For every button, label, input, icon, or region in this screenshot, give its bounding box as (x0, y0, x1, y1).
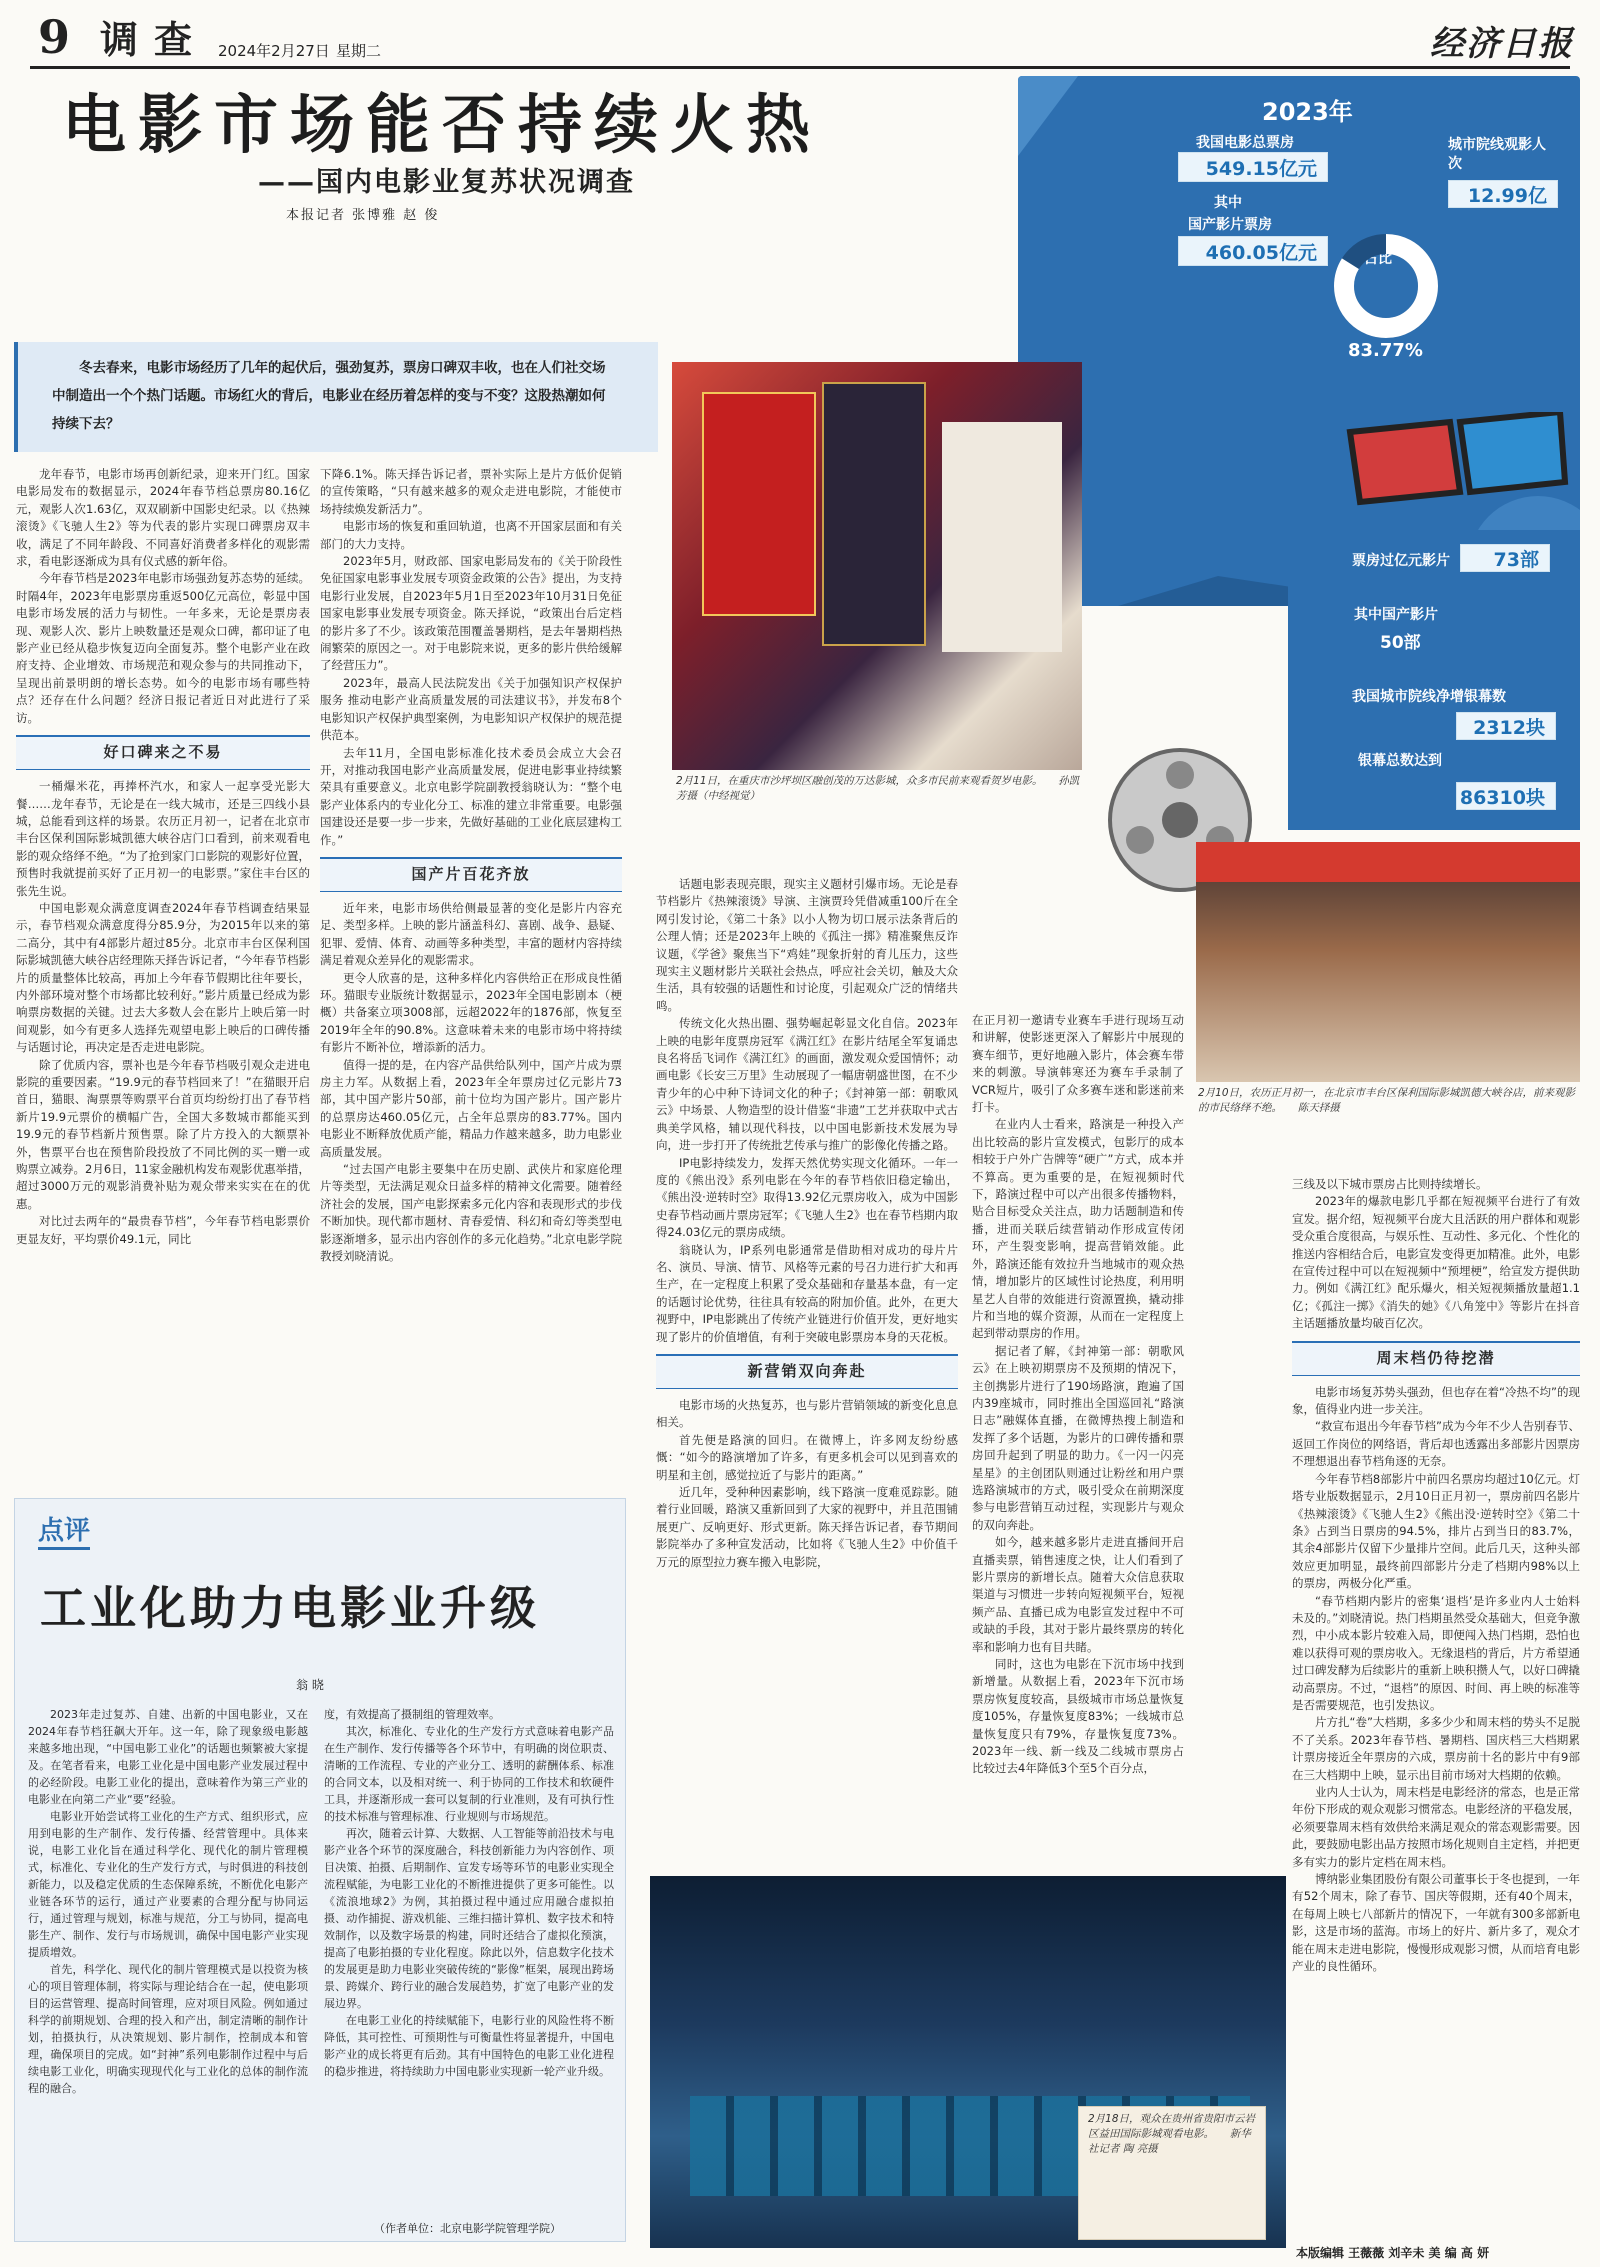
stat-of-which-label: 其中 (1214, 195, 1242, 211)
stat-admissions-value: 12.99亿 (1448, 180, 1558, 208)
article-column-4 (972, 1012, 1184, 1842)
article-column-1 (16, 466, 310, 1476)
photo2-caption: 2月10日，农历正月初一，在北京市丰台区保利国际影城凯德大峡谷店，前来观影的市民络绎不绝。 陈天择摄 (1198, 1087, 1576, 1114)
photo3-caption: 2月18日，观众在贵州省贵阳市云岩区益田国际影城观看电影。 新华社记者 陶 亮摄 (1088, 2113, 1256, 2155)
stat-total-screens-value: 86310块 (1456, 782, 1556, 810)
stat-domestic-box-office-value: 460.05亿元 (1178, 236, 1328, 266)
commentary-tag: 点评 (38, 1510, 90, 1550)
paragraph: “过去国产电影主要集中在历史剧、武侠片和家庭伦理片等类型，无法满足观众日益多样的精神文化需要。随着经济社会的发展，国产电影探索多元化内容和表现形式的步伐不断加快。现代都市题材、青春爱情、科幻和奇幻等类型电影逐渐增多，显示出内容创作的多元化趋势。”北京电影学院教授刘晓清说。 (320, 1162, 622, 1264)
masthead-logo: 经济日报 (1430, 24, 1574, 64)
stat-new-screens-label: 我国城市院线净增银幕数 (1352, 689, 1506, 705)
paragraph: 电影市场的火热复苏，也与影片营销领域的新变化息息相关。 (656, 1397, 958, 1430)
3d-glasses-illustration (1340, 412, 1570, 526)
article-column-3 (656, 876, 958, 1776)
photo-cinema-lobby (672, 362, 1082, 770)
commentary-author-note: （作者单位：北京电影学院管理学院） (374, 2222, 561, 2235)
paragraph: 首先，科学化、现代化的制片管理模式是以投资为核心的项目管理体制，将实际与理论结合在一起，使电影项目的运营管理、提高时间管理，应对项目风险。例如通过科学的前期规划、合理的投入和产出，制定清晰的制作计划，拍摄执行，从决策规划、影片制作，控制成本和管理，确保项目的完成。如“封神”系列电影制作过程中与后续电影工业化，明确实现现代化与工业化的总体的制作流程的融合。 (28, 1963, 308, 2095)
paragraph: 传统文化火热出圈、强势崛起彰显文化自信。2023年上映的电影年度票房冠军《满江红》在影片结尾全军复诵忠良名将岳飞词作《满江红》的画面，激发观众爱国情怀；动画电影《长安三万里》生动展现了一幅唐朝盛世图，在不少青少年的心中种下诗词文化的种子；《封神第一部：朝歌风云》中场景、人物造型的设计借鉴“非遗”工艺并获取中式古典美学风格，辅以现代科技，以中国电影新技术发展为导向，进一步打开了传统批艺传承与推广的影像化传播之路。 (656, 1016, 958, 1153)
lead-text: 冬去春来，电影市场经历了几年的起伏后，强劲复苏，票房口碑双丰收，也在人们社交场中制造出一个个热门话题。市场红火的背后，电影业在经历着怎样的变与不变？这股热潮如何持续下去？ (52, 360, 606, 432)
paragraph: 电影业开始尝试将工业化的生产方式、组织形式，应用到电影的生产制作、发行传播、经营管理中。具体来说，电影工业化旨在通过科学化、现代化的制片管理模式，标准化、专业化的生产发行方式，与时俱进的科技创新能力，以及稳定优质的生态保障系统，不断优化电影产业链各环节的运行，通过产业要素的合理分配与协同运行，通过管理与规划，标准与规范，分工与协同，提高电影生产、制作、发行与市场规训，确保中国电影产业实现提质增效。 (28, 1810, 308, 1959)
byline: 本报记者 张博雅 赵 俊 (286, 208, 440, 223)
paragraph: 2023年走过复苏、自建、出新的中国电影业，又在2024年春节档狂飙大开年。这一年，除了现象级电影越来越多地出现，“中国电影工业化”的话题也频繁被大家提及。在笔者看来，电影工业化是中国电影产业发展过程中的必经阶段。电影工业化的提出，意味着作为第三产业的电影业在向第二产业“要”经验。 (28, 1708, 308, 1806)
paragraph: 在电影工业化的持续赋能下，电影行业的风险性将不断降低，其可控性、可预期性与可衡量性将显著提升，中国电影产业的成长将更有后劲。其有中国特色的电影工业化进程的稳步推进，将持续助力中国电影业实现新一轮产业升级。 (324, 2014, 614, 2078)
paragraph: 在正月初一邀请专业赛车手进行现场互动和讲解，使影迷更深入了解影片中展现的赛车细节，更好地融入影片，体会赛车带来的刺激。导演韩寒还为赛车手录制了VCR短片，吸引了众多赛车迷和影迷前来打卡。 (972, 1013, 1184, 1115)
paragraph: 近年来，电影市场供给侧最显著的变化是影片内容充足、类型多样。上映的影片涵盖科幻、喜剧、战争、悬疑、犯罪、爱情、体育、动画等多种类型，丰富的题材内容持续满足着观众差异化的观影需求。 (320, 900, 622, 968)
paragraph: 业内人士认为，周末档是电影经济的常态，也是正常年份下形成的观众观影习惯常态。电影经济的平稳发展，必须要靠周末档有效供给来满足观众的常态观影需要。因此，要鼓励电影出品方按照市场化规则自主定档，并把更多有实力的影片定档在周末档。 (1292, 1785, 1580, 1869)
commentary-author: 翁 晓 (296, 1678, 324, 1692)
paragraph: IP电影持续发力，发挥天然优势实现文化循环。一年一度的《熊出没》系列电影在今年的春节档依旧稳定输出，《熊出没·逆转时空》取得13.92亿元票房收入，成为中国影史春节档动画片票房冠军；《飞驰人生2》也在春节档期内取得24.03亿元的票房成绩。 (656, 1155, 958, 1240)
subheading: 新营销双向奔赴 (656, 1354, 958, 1389)
paragraph: 其次，标准化、专业化的生产发行方式意味着电影产品在生产制作、发行传播等各个环节中，有明确的岗位职责、清晰的工作流程、专业的产业分工、透明的薪酬体系、标准的合同文本，以及相对统一、利于协同的工作技术和软硬件工具，并逐渐形成一套可以复制的行业准则，及有可执行性的技术标准与管理标准、行业规则与市场规范。 (324, 1725, 614, 1823)
paragraph: 如今，越来越多影片走进直播间开启直播卖票，销售速度之快，让人们看到了影片票房的新增长点。随着大众信息获取渠道与习惯进一步转向短视频平台，短视频产品、直播已成为电影宣发过程中不可或缺的手段，其对于影片最终票房的转化率和影响力也有目共睹。 (972, 1535, 1184, 1654)
article-column-5 (1292, 1176, 1580, 2246)
paragraph: 更令人欣喜的是，这种多样化内容供给正在形成良性循环。猫眼专业版统计数据显示，2023年全国电影剧本（梗概）共备案立项3008部，远超2022年的1876部，恢复至2019年全年的90.8%。这意味着未来的电影市场中将持续有影片不断补位，增添新的活力。 (320, 970, 622, 1055)
paragraph: 2023年的爆款电影几乎都在短视频平台进行了有效宣发。据介绍，短视频平台庞大且活跃的用户群体和观影受众重合度很高，与娱乐性、互动性、多元化、个性化的推送内容相结合后，电影宣发变得更加精准。此外，电影在宣传过程中可以在短视频中“预埋梗”，给宣发方提供助力。例如《满江红》配乐爆火，相关短视频播放量超1.1亿；《孤注一掷》《消失的她》《八角笼中》等影片在抖音主话题播放量均破百亿次。 (1292, 1194, 1580, 1331)
stat-domestic-box-office-label: 国产影片票房 (1188, 217, 1272, 233)
paragraph: 话题电影表现亮眼，现实主义题材引爆市场。无论是春节档影片《热辣滚烫》导演、主演贾玲凭借减重100斤在全网引发讨论，《第二十条》以小人物为切口展示法条背后的公理人情；还是2023年上映的《孤注一掷》精准聚焦反诈议题，《学爸》聚焦当下“鸡娃”现象折射的育儿压力，这些现实主义题材影片关联社会热点，呼应社会关切，触及大众生活，具有较强的话题性和讨论度，引起观众广泛的情绪共鸣。 (656, 877, 958, 1013)
headline-title: 电影市场能否持续火热 (62, 89, 822, 163)
paragraph: 度，有效提高了摄制组的管理效率。 (324, 1708, 500, 1721)
paragraph: 翁晓认为，IP系列电影通常是借助相对成功的母片片名、演员、导演、情节、风格等元素的号召力进行扩大和再生产，在一定程度上积累了受众基础和存量基本盘，有一定的话题讨论优势，往往具有较高的附加价值。此外，在更大视野中，IP电影跳出了传统产业链进行价值开发，更好地实现了影片的价值增值，有利于突破电影票房本身的天花板。 (656, 1242, 958, 1344)
stat-hit-films-value: 73部 (1460, 544, 1550, 572)
paragraph: 再次，随着云计算、大数据、人工智能等前沿技术与电影产业各个环节的深度融合，科技创新能力为内容创作、项目决策、拍摄、后期制作、宣发专场等环节的电影业实现全流程赋能，为电影工业化的不断推进提供了更多可能性。以《流浪地球2》为例，其拍摄过程中通过应用融合虚拟拍摄、动作捕捉、游戏机能、三维扫描计算机、数字技术和特效制作，以及数字场景的构建，同时还结合了虚拟化预演，提高了电影拍摄的专业化程度。除此以外，信息数字化技术的发展更是助力电影业突破传统的“影像”框架，展现出跨场景、跨媒介、跨行业的融合发展趋势，扩宽了电影产业的发展边界。 (324, 1827, 614, 2010)
paragraph: 电影市场复苏势头强劲，但也存在着“冷热不均”的现象，值得业内进一步关注。 (1292, 1384, 1580, 1417)
paragraph: 一桶爆米花，再捧杯汽水，和家人一起享受光影大餐……龙年春节，无论是在一线大城市，还是三四线小县城，总能看到这样的场景。农历正月初一，记者在北京市丰台区保利国际影城凯德大峡谷店门口看到，前来观看电影的观众络绎不绝。“为了抢到家门口影院的观影好位置，预售时我就提前买好了正月初一的电影票。”家住丰台区的张先生说。 (16, 779, 310, 898)
subheading: 国产片百花齐放 (320, 857, 622, 892)
paragraph: 近几年，受种种因素影响，线下路演一度难觅踪影。随着行业回暖，路演又重新回到了大家的视野中，并且范围铺展更广、反响更好、形式更新。陈天择告诉记者，春节期间影院举办了多种宣发活动，比如将《飞驰人生2》中价值千万元的原型拉力赛车搬入电影院， (656, 1485, 958, 1569)
commentary-column-left (28, 1706, 308, 2226)
paragraph: 片方扎“卷”大档期，多多少少和周末档的势头不足脱不了关系。2023年春节档、暑期档、国庆档三大档期累计票房接近全年票房的六成，票房前十名的影片中有9部在三大档期中上映，显示出目前市场对大档期的依赖。 (1292, 1715, 1580, 1782)
photo-cinema-crowd (1196, 842, 1580, 1082)
header-rule (30, 66, 1570, 69)
paragraph: 中国电影观众满意度调查2024年春节档调查结果显示，春节档观众满意度得分85.9分，为2015年以来的第二高分，其中有4部影片超过85分。北京市丰台区保利国际影城凯德大峡谷店经理陈天择告诉记者，“今年春节档影片的质量整体比较高，再加上今年春节假期比往年要长，内外部环境对整个市场都比较利好。”影片质量已经成为影响票房数据的关键。过去大多数人会在影片上映后第一时间观影，如今有更多人选择先观望电影上映后的口碑传播与话题讨论，再决定是否走进电影院。 (16, 900, 310, 1055)
paragraph: 在业内人士看来，路演是一种投入产出比较高的影片宣发模式，包影厅的成本相较于户外广告牌等“硬广”方式，成本并不算高。更为重要的是，在短视频时代下，路演过程中可以产出很多传播物料，贴合目标受众关注点，助力话题制造和传播，进而关联后续营销动作形成宣传闭环，产生裂变影响，提高营销效能。此外，路演还能有效拉升当地城市的观众热情，增加影片的区域性讨论热度，利用明星艺人自带的效能进行资源置换，撬动排片和当地的媒介资源，从而在一定程度上起到带动票房的作用。 (972, 1117, 1184, 1341)
photo1-caption: 2月11日，在重庆市沙坪坝区融创茂的万达影城，众多市民前来观看贺岁电影。 孙凯芳摄（中经视觉） (676, 775, 1080, 802)
stat-new-screens-value: 2312块 (1456, 712, 1556, 740)
paragraph: 同时，这也为电影在下沉市场中找到新增量。从数据上看，2023年下沉市场票房恢复度较高，县级城市市场总量恢复度105%，存量恢复度83%；一线城市总量恢复度只有79%，存量恢复度73%。2023年一线、新一线及二线城市票房占比较过去4年降低3个至5个百分点， (972, 1657, 1184, 1776)
stat-admissions-label: 城市院线观影人次 (1448, 137, 1546, 172)
share-donut-chart (1326, 226, 1446, 346)
paragraph: 对比过去两年的“最贵春节档”，今年春节档电影票价更显友好，平均票价49.1元，同比 (16, 1214, 310, 1246)
subheading: 周末档仍待挖潜 (1292, 1341, 1580, 1376)
paragraph: 2023年，最高人民法院发出《关于加强知识产权保护服务 推动电影产业高质量发展的司法建议书》，并发布8个电影知识产权保护典型案例，为电影知识产权保护的规范提供范本。 (320, 675, 622, 743)
commentary-title: 工业化助力电影业升级 (40, 1581, 540, 1635)
paragraph: 首先便是路演的回归。在微博上，许多网友纷纷感慨：“如今的路演增加了许多，有更多机会可以见到喜欢的明星和主创，感觉拉近了与影片的距离。” (656, 1432, 958, 1482)
paragraph: 除了优质内容，票补也是今年春节档吸引观众走进电影院的重要因素。“19.9元的春节档回来了！”在猫眼开启首日，猫眼、淘票票等购票平台首页均纷纷打出了春节档新片19.9元票价的横幅广告，全国大多数城市都能买到19.9元的春节档新片预售票。除了片方投入的大额票补外，售票平台也在预售阶段投放了不同比例的买一赠一或购票立减券。2月6日，11家金融机构发布观影优惠举措，超过3000万元的观影消费补贴为观众带来实实在在的优惠。 (16, 1057, 310, 1211)
paragraph: “救宣布退出今年春节档”成为今年不少人告别春节、返回工作岗位的网络语，背后却也透露出多部影片因票房不理想退出春节档角逐的无奈。 (1292, 1419, 1580, 1469)
footer-editors: 本版编辑 王薇薇 刘辛未 美 编 高 妍 (1296, 2246, 1490, 2260)
page-number: 9 (38, 10, 71, 64)
paragraph: 博纳影业集团股份有限公司董事长于冬也提到，一年有52个周末，除了春节、国庆等假期，还有40个周末，在每周上映七八部新片的情况下，一年就有300多部新电影，这是市场的蓝海。市场上的好片、新片多了，观众才能在周末走进电影院，慢慢形成观影习惯，从而培育电影产业的良性循环。 (1292, 1872, 1580, 1974)
stat-total-box-office-label: 我国电影总票房 (1196, 135, 1294, 151)
article-column-2 (320, 466, 622, 1476)
stat-total-screens-label: 银幕总数达到 (1358, 753, 1442, 769)
paragraph: 去年11月，全国电影标准化技术委员会成立大会召开，对推动我国电影产业高质量发展，促进电影事业持续繁荣具有重要意义。北京电影学院副教授翁晓认为：“整个电影产业体系内的专业化分工、标准的建立非常重要。电影强国建设还是要一步一步来，先做好基础的工业化底层建构工作。” (320, 745, 622, 847)
paragraph: 龙年春节，电影市场再创新纪录，迎来开门红。国家电影局发布的数据显示，2024年春节档总票房80.16亿元，观影人次1.63亿，双双刷新中国影史纪录。以《热辣滚烫》《飞驰人生2》等为代表的影片实现口碑票房双丰收，满足了不同年龄段、不同喜好消费者多样化的观影需求，看电影逐渐成为具有仪式感的新年俗。 (16, 467, 310, 569)
stat-domestic-hits-label: 其中国产影片 (1354, 607, 1438, 623)
stat-hit-films-label: 票房过亿元影片 (1352, 553, 1450, 569)
stat-share-value: 83.77% (1348, 340, 1423, 361)
info-year: 2023年 (1262, 98, 1353, 126)
stat-domestic-hits-value: 50部 (1380, 633, 1421, 653)
paragraph: 值得一提的是，在内容产品供给队列中，国产片成为票房主力军。从数据上看，2023年全年票房过亿元影片73部，其中国产影片50部，前十位均为国产影片。国产影片的总票房达460.05亿元，占全年总票房的83.77%。国内电影业不断释放优质产能，精品力作越来越多，助力电影业高质量发展。 (320, 1057, 622, 1159)
paragraph: “春节档期内影片的密集‘退档’是许多业内人士始料未及的。”刘晓清说。热门档期虽然受众基础大，但竞争激烈，中小成本影片较难入局，即便闯入热门档期，恐怕也难以获得可观的票房收入。无缘退档的背后，片方希望通过口碑发酵为后续影片的重新上映积攒人气，以好口碑撬动高票房。不过，“退档”的原因、时间、再上映的标准等是否需要规范，也引发热议。 (1292, 1593, 1580, 1712)
issue-weekday: 星期二 (336, 42, 382, 60)
section-name: 调查 (100, 18, 209, 62)
paragraph: 电影市场的恢复和重回轨道，也离不开国家层面和有关部门的大力支持。 (320, 519, 622, 551)
issue-date: 2024年2月27日 (218, 42, 330, 60)
paragraph: 据记者了解，《封神第一部：朝歌风云》在上映初期票房不及预期的情况下，主创携影片进行了190场路演，跑遍了国内39座城市，同时推出全国巡回礼“路演日志”融媒体直播，在微博热搜上制造和发挥了多个话题，为影片的口碑传播和票房回升起到了明显的助力。《一闪一闪亮星星》的主创团队则通过让粉丝和用户票选路演城市的方式，吸引受众在前期深度参与电影营销互动过程，实现影片与观众的双向奔赴。 (972, 1343, 1184, 1532)
stat-share-label: 占比 (1364, 251, 1392, 267)
paragraph: 2023年5月，财政部、国家电影局发布的《关于阶段性免征国家电影事业发展专项资金政策的公告》提出，为支持电影行业发展，自2023年5月1日至2023年10月31日免征国家电影事业发展专项资金。陈天择说，“政策出台后定档的影片多了不少。该政策范围覆盖暑期档，是去年暑期档热闹繁荣的原因之一。对于电影院来说，更多的影片供给缓解了经营压力”。 (320, 554, 622, 673)
paragraph: 今年春节档是2023年电影市场强劲复苏态势的延续。时隔4年，2023年电影票房重返500亿元高位，彰显中国电影市场发展的活力与韧性。一年多来，无论是票房表现、观影人次、影片上映数量还是观众口碑，都印证了电影产业已经从稳步恢复迈向全面复苏。整个电影产业在政府支持、企业增效、市场规范和观众参与的共同推动下，呈现出前景明朗的增长态势。如今的电影市场有哪些特点？还存在什么问题？经济日报记者近日对此进行了采访。 (16, 571, 310, 725)
paragraph: 今年春节档8部影片中前四名票房均超过10亿元。灯塔专业版数据显示，2月10日正月初一，票房前四名影片《热辣滚烫》《飞驰人生2》《熊出没·逆转时空》《第二十条》占到当日票房的94.5%，排片占到当日的83.7%，其余4部影片仅留下少量排片空间。此后几天，这种头部效应更加明显，最终前四部影片分走了档期内98%以上的票房，两极分化严重。 (1292, 1471, 1580, 1591)
paragraph: 下降6.1%。陈天择告诉记者，票补实际上是片方低价促销的宣传策略，“只有越来越多的观众走进电影院，才能使市场持续焕发新活力”。 (320, 467, 622, 516)
paragraph: 三线及以下城市票房占比则持续增长。 (1292, 1177, 1488, 1191)
commentary-column-right (324, 1706, 614, 2206)
headline-subtitle: ——国内电影业复苏状况调查 (258, 167, 635, 198)
stat-total-box-office-value: 549.15亿元 (1178, 152, 1328, 182)
subheading: 好口碑来之不易 (16, 735, 310, 770)
